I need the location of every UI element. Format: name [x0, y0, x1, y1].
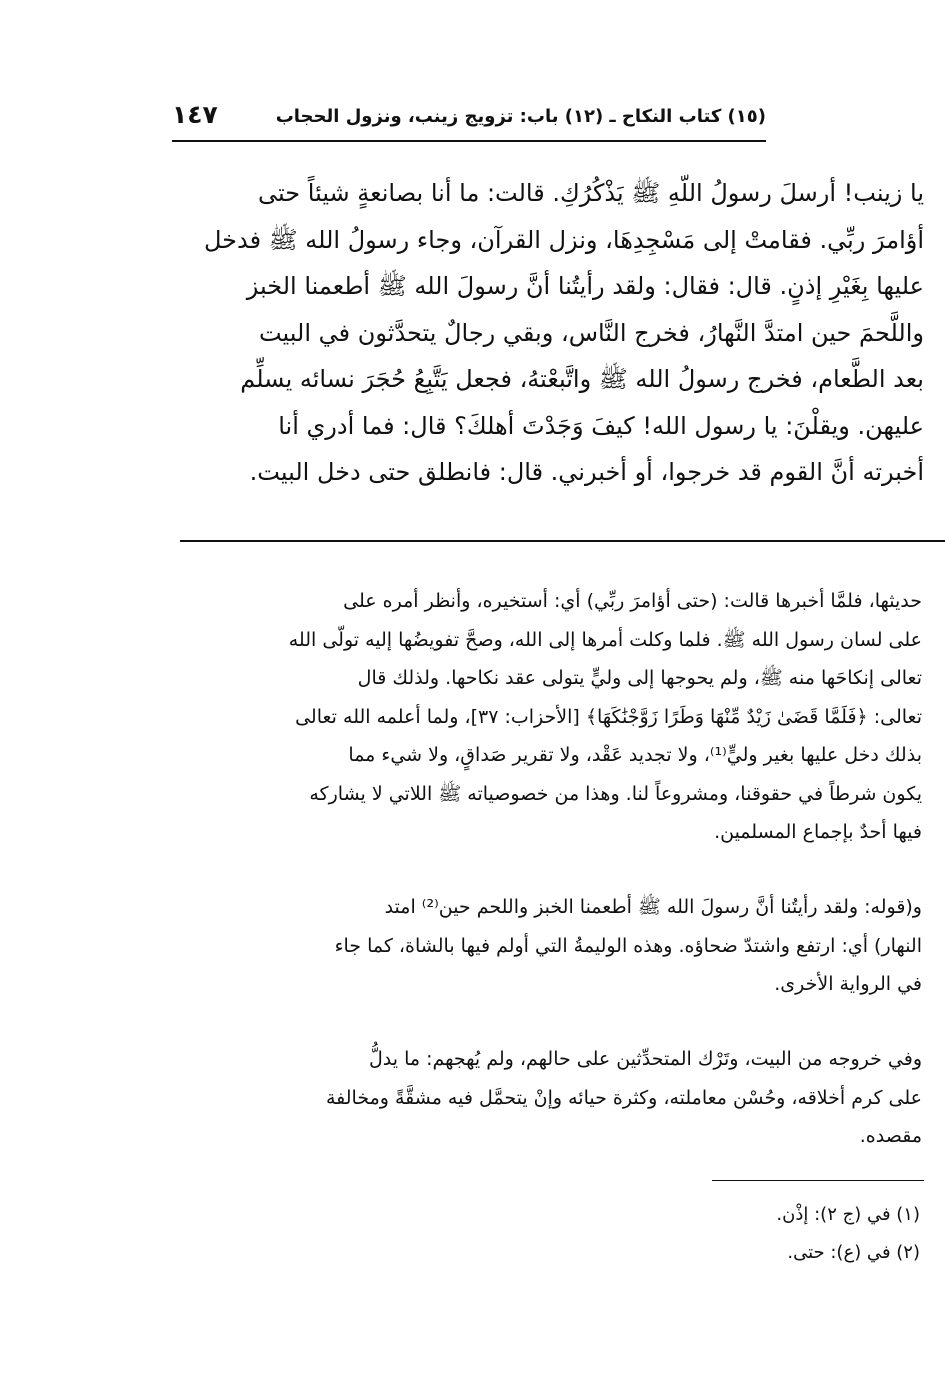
page-number: ١٤٧ [172, 100, 218, 129]
text-line: بعد الطَّعام، فخرج رسولُ الله ﷺ واتَّبعْتهُ، فجعل يَتَّبِعُ حُجَرَ نسائه يسلِّم [240, 365, 924, 393]
text-line: مقصده. [859, 1125, 922, 1147]
text-line: تعالى: ﴿فَلَمَّا قَضَىٰ زَيْدٌ مِّنْهَا وَطَرًا زَوَّجْنَٰكَهَا﴾ [الأحزاب: ٣٧]، ولما أعلمه الله تعالى [295, 705, 922, 728]
commentary-paragraph-3 [170, 1040, 922, 1156]
text-line: أؤامرَ ربِّي. فقامتْ إلى مَسْجِدِهَا، ونزل القرآن، وجاء رسولُ الله ﷺ فدخل [203, 225, 924, 254]
section-divider [180, 540, 945, 542]
footnote-2: (٢) في (ع): حتى. [787, 1242, 920, 1263]
text-line: يا زينب! أرسلَ رسولُ اللّهِ ﷺ يَذْكُرُكِ. قالت: ما أنا بصانعةٍ شيئاً حتى [258, 179, 924, 207]
text-line: على لسان رسول الله ﷺ. فلما وكلت أمرها إلى الله، وصحَّ تفويضُها إليه تولّى الله [288, 628, 922, 651]
text-line: و(قوله: ولقد رأيتُنا أنَّ رسولَ الله ﷺ أطعمنا الخبز واللحم حين⁽²⁾ امتد [384, 896, 922, 918]
text-line: عليهن. ويقلْنَ: يا رسول الله! كيفَ وَجَدْتَ أهلكَ؟ قال: فما أدري أنا [278, 411, 924, 440]
text-line: عليها بِغَيْرِ إذنٍ. قال: فقال: ولقد رأيتُنا أنَّ رسولَ الله ﷺ أطعمنا الخبز [246, 272, 924, 300]
text-line: واللَّحمَ حين امتدَّ النَّهارُ، فخرج النَّاس، وبقي رجالٌ يتحدَّثون في البيت [258, 318, 924, 347]
header-title: (١٥) كتاب النكاح ـ (١٢) باب: تزويج زينب، ونزول الحجاب [275, 106, 766, 127]
footnote-1: (١) في (ج ٢): إذْن. [776, 1204, 920, 1225]
text-line: النهار) أي: ارتفع واشتدّ ضحاؤه. وهذه الوليمةُ التي أولم فيها بالشاة، كما جاء [334, 934, 922, 957]
text-line: تعالى إنكاحَها منه ﷺ، ولم يحوجها إلى وليٍّ يتولى عقد نكاحها. ولذلك قال [357, 667, 922, 689]
running-header [172, 100, 766, 140]
commentary-paragraph-1 [170, 582, 922, 852]
text-line: حديثها، فلمَّا أخبرها قالت: (حتى أؤامرَ ربِّي) أي: أستخيره، وأنظر أمره على [343, 590, 922, 612]
text-line: في الرواية الأخرى. [774, 973, 922, 995]
text-line: على كرم أخلاقه، وحُسْن معاملته، وكثرة حيائه وإنْ يتحمَّل فيه مشقَّةً ومخالفة [325, 1086, 922, 1109]
footnotes [600, 1196, 920, 1272]
text-line: أخبرته أنَّ القوم قد خرجوا، أو أخبرني. قال: فانطلق حتى دخل البيت. [249, 458, 924, 486]
text-line: بذلك دخل عليها بغير وليٍّ⁽¹⁾، ولا تجديد عَقْد، ولا تقرير صَداقٍ، ولا شيء مما [348, 744, 922, 766]
text-line: يكون شرطاً في حقوقنا، ومشروعاً لنا. وهذا من خصوصياته ﷺ اللاتي لا يشاركه [309, 782, 922, 805]
hadith-text [176, 170, 924, 496]
header-divider [172, 140, 766, 142]
text-line: وفي خروجه من البيت، وتَرْك المتحدِّثين على حالهم، ولم يُهجهم: ما يدلُّ [368, 1048, 922, 1070]
commentary-paragraph-2 [170, 888, 922, 1004]
footnote-divider [712, 1180, 924, 1181]
text-line: فيها أحدٌ بإجماع المسلمين. [714, 821, 922, 843]
